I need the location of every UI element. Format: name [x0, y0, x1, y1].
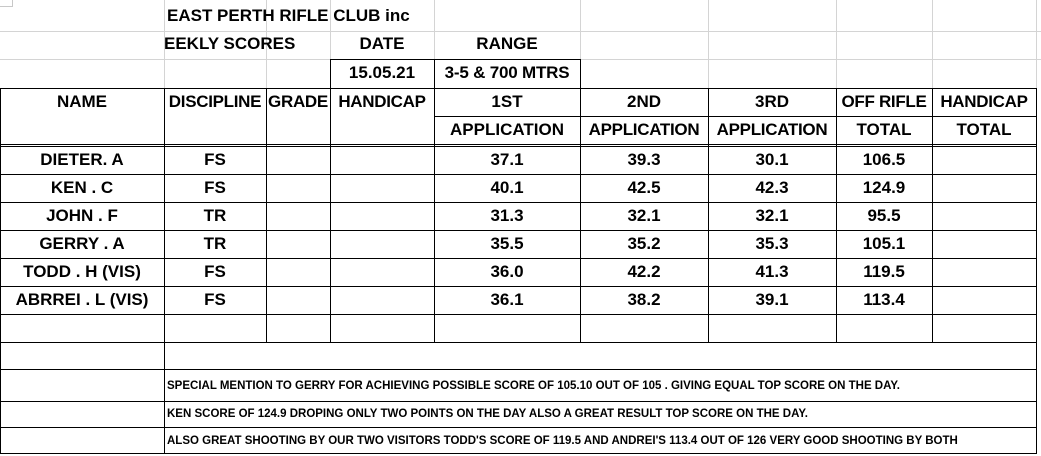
date-label: DATE [359, 34, 405, 53]
gridline [708, 0, 709, 88]
cell-total[interactable]: 124.9 [862, 178, 906, 197]
cell-app1[interactable]: 36.0 [490, 262, 524, 281]
cell-name[interactable]: KEN . C [50, 178, 114, 197]
border [0, 401, 1037, 402]
border [0, 146, 1037, 147]
header-grade: GRADE [268, 92, 328, 111]
club-title: EAST PERTH RIFLE CLUB inc [167, 6, 410, 25]
border [0, 258, 1037, 259]
cell-app2[interactable]: 38.2 [627, 290, 661, 309]
cell-total[interactable]: 119.5 [863, 262, 905, 281]
note-visitors[interactable]: ALSO GREAT SHOOTING BY OUR TWO VISITORS TODD'S SCORE OF 119.5 AND ANDREI'S 113.4 OUT OF 126 VERY GOOD SHOOTING BY BOTH [167, 435, 958, 447]
header-app2-sub: APPLICATION [588, 120, 700, 139]
cell-app2[interactable]: 42.5 [627, 178, 661, 197]
cell-app3[interactable]: 35.3 [755, 234, 789, 253]
gridline [1036, 0, 1037, 88]
cell-app1[interactable]: 35.5 [490, 234, 524, 253]
cell-app2[interactable]: 35.2 [627, 234, 661, 253]
cell-app1[interactable]: 37.1 [490, 150, 524, 169]
border [0, 342, 1037, 343]
cell-name[interactable]: ABRREI . L (VIS) [15, 290, 149, 309]
cell-app1[interactable]: 40.1 [490, 178, 524, 197]
cell-total[interactable]: 106.5 [862, 150, 906, 169]
cell-name[interactable]: JOHN . F [46, 206, 118, 225]
gridline [0, 31, 1041, 32]
header-off-rifle-sub: TOTAL [856, 120, 912, 139]
header-off-rifle: OFF RIFLE [841, 92, 927, 111]
border [0, 202, 1037, 203]
cell-name[interactable]: GERRY . A [39, 234, 125, 253]
border [266, 88, 267, 342]
cell-app3[interactable]: 42.3 [755, 178, 789, 197]
header-app2: 2ND [626, 92, 661, 111]
cell-app2[interactable]: 32.1 [627, 206, 661, 225]
cell-app2[interactable]: 39.3 [627, 150, 661, 169]
cell-app1[interactable]: 31.3 [490, 206, 524, 225]
header-app1-sub: APPLICATION [450, 120, 564, 139]
header-discipline: DISCIPLINE [168, 92, 262, 111]
header-name: NAME [56, 92, 108, 111]
select-all-corner[interactable] [0, 0, 13, 7]
date-value[interactable]: 15.05.21 [348, 63, 416, 82]
range-label: RANGE [476, 34, 538, 53]
border [0, 230, 1037, 231]
border [0, 174, 1037, 175]
border [0, 369, 1037, 370]
cell-discipline[interactable]: FS [204, 150, 226, 169]
cell-total[interactable]: 113.4 [863, 290, 905, 309]
border [330, 59, 581, 60]
border [1036, 88, 1037, 454]
cell-discipline[interactable]: TR [203, 206, 227, 225]
header-handicap: HANDICAP [338, 92, 426, 111]
border [0, 88, 1037, 89]
header-app3-sub: APPLICATION [716, 120, 828, 139]
border [0, 314, 1037, 315]
header-handicap-total: HANDICAP [940, 92, 1028, 111]
cell-app1[interactable]: 36.1 [490, 290, 524, 309]
gridline [932, 0, 933, 88]
cell-discipline[interactable]: FS [204, 290, 226, 309]
border [330, 88, 331, 342]
header-app3: 3RD [754, 92, 789, 111]
range-value[interactable]: 3-5 & 700 MTRS [444, 63, 570, 82]
header-handicap-total-sub: TOTAL [956, 120, 1012, 139]
border [0, 427, 1037, 428]
cell-discipline[interactable]: TR [203, 234, 227, 253]
border [0, 286, 1037, 287]
border [0, 144, 1037, 145]
gridline [836, 0, 837, 88]
cell-app3[interactable]: 32.1 [755, 206, 789, 225]
cell-app2[interactable]: 42.2 [627, 262, 661, 281]
cell-app3[interactable]: 39.1 [755, 290, 789, 309]
cell-app3[interactable]: 30.1 [755, 150, 789, 169]
cell-discipline[interactable]: FS [204, 262, 226, 281]
sheet-subtitle: EEKLY SCORES [164, 34, 296, 53]
header-app1: 1ST [491, 92, 523, 111]
border [434, 116, 1037, 117]
cell-discipline[interactable]: FS [204, 178, 226, 197]
border [0, 453, 1037, 454]
cell-app3[interactable]: 41.3 [755, 262, 789, 281]
note-special-mention[interactable]: SPECIAL MENTION TO GERRY FOR ACHIEVING POSSIBLE SCORE OF 105.10 OUT OF 105 . GIVING EQUAL TOP SCORE ON THE DAY. [167, 380, 900, 392]
cell-total[interactable]: 95.5 [867, 206, 901, 225]
cell-name[interactable]: DIETER. A [40, 150, 124, 169]
cell-name[interactable]: TODD . H (VIS) [23, 262, 141, 281]
border [580, 59, 581, 89]
cell-total[interactable]: 105.1 [862, 234, 906, 253]
note-ken-score[interactable]: KEN SCORE OF 124.9 DROPING ONLY TWO POINTS ON THE DAY ALSO A GREAT RESULT TOP SCORE ON THE DAY. [167, 408, 808, 420]
